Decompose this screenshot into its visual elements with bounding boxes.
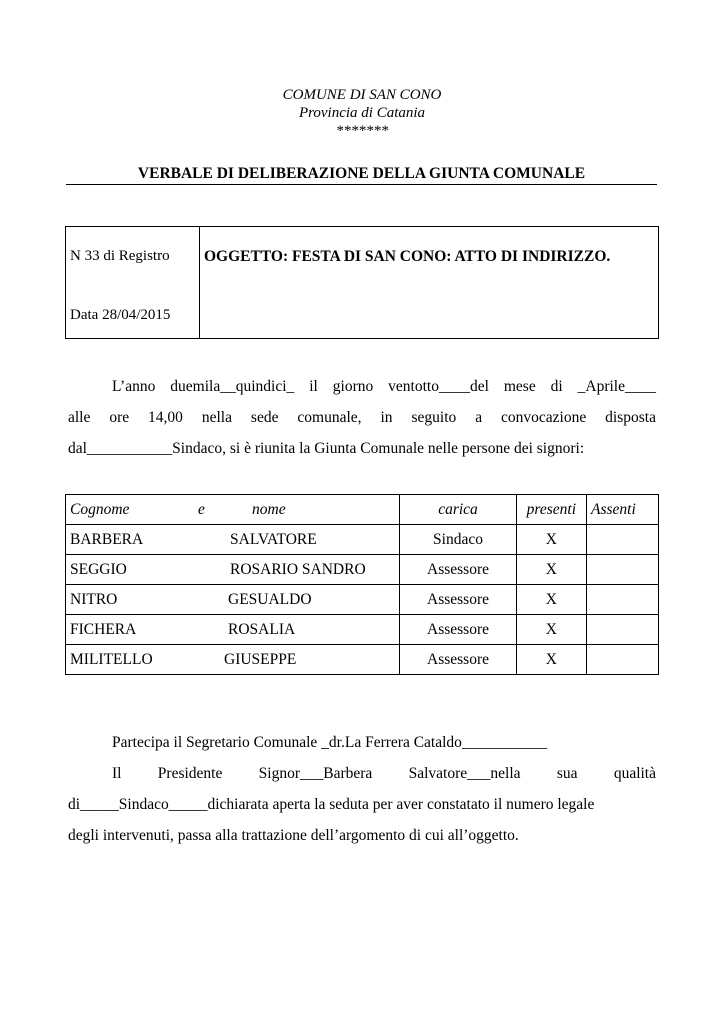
intro-line-2: alle ore 14,00 nella sede comunale, in seguito a convocazione disposta (68, 409, 656, 426)
member-name-cell (66, 585, 400, 615)
member-assente (587, 525, 659, 555)
header-assenti: Assenti (587, 495, 659, 525)
comune-name: COMUNE DI SAN CONO (282, 87, 442, 103)
table-row (66, 585, 659, 615)
intro-line-3: dal___________Sindaco, si è riunita la Giunta Comunale nelle persone dei signori: (68, 440, 585, 457)
header-cognome: Cognome (70, 500, 130, 518)
registro-box (65, 226, 659, 339)
member-assente (587, 645, 659, 675)
registro-oggetto: OGGETTO: FESTA DI SAN CONO: ATTO DI INDIRIZZO. (204, 248, 611, 265)
document-title: VERBALE DI DELIBERAZIONE DELLA GIUNTA COMUNALE (66, 164, 657, 185)
table-row (66, 645, 659, 675)
member-carica: Assessore (400, 615, 516, 645)
member-presente: X (516, 585, 586, 615)
header-carica: carica (400, 495, 516, 525)
member-nome: ROSARIO SANDRO (230, 560, 366, 578)
member-name-cell (66, 615, 400, 645)
member-nome: GIUSEPPE (224, 650, 297, 668)
header-nome: nome (252, 500, 286, 518)
members-table (65, 494, 659, 675)
document-header (0, 86, 724, 140)
member-carica: Assessore (400, 645, 516, 675)
member-name-cell (66, 645, 400, 675)
member-nome: SALVATORE (230, 530, 317, 548)
intro-line-1: L’anno duemila__quindici_ il giorno ventotto____del mese di _Aprile____ (112, 378, 656, 395)
registro-left-cell (66, 227, 200, 338)
member-cognome: MILITELLO (70, 650, 153, 668)
closing-line-3: di_____Sindaco_____dichiarata aperta la seduta per aver constatato il numero legale (68, 796, 595, 813)
member-name-cell (66, 525, 400, 555)
table-header-row (66, 495, 659, 525)
table-row (66, 555, 659, 585)
member-nome: ROSALIA (228, 620, 296, 638)
registro-date: Data 28/04/2015 (70, 307, 171, 323)
header-presenti: presenti (516, 495, 586, 525)
member-cognome: NITRO (70, 590, 118, 608)
closing-line-4: degli intervenuti, passa alla trattazione dell’argomento di cui all’oggetto. (68, 827, 519, 844)
member-presente: X (516, 645, 586, 675)
closing-line-2: Il Presidente Signor___Barbera Salvatore___nella sua qualità (112, 765, 656, 782)
member-presente: X (516, 525, 586, 555)
table-row (66, 525, 659, 555)
provincia-name: Provincia di Catania (298, 105, 426, 121)
member-assente (587, 615, 659, 645)
member-assente (587, 555, 659, 585)
member-assente (587, 585, 659, 615)
member-carica: Sindaco (400, 525, 516, 555)
header-cognome-nome (66, 495, 400, 525)
table-row (66, 615, 659, 645)
member-presente: X (516, 615, 586, 645)
header-e: e (198, 500, 205, 518)
member-carica: Assessore (400, 585, 516, 615)
header-stars: ******* (335, 123, 389, 139)
member-name-cell (66, 555, 400, 585)
member-cognome: BARBERA (70, 530, 144, 548)
registro-number: N 33 di Registro (70, 248, 170, 264)
member-cognome: FICHERA (70, 620, 137, 638)
member-nome: GESUALDO (228, 590, 312, 608)
member-cognome: SEGGIO (70, 560, 127, 578)
member-carica: Assessore (400, 555, 516, 585)
member-presente: X (516, 555, 586, 585)
closing-line-1: Partecipa il Segretario Comunale _dr.La Ferrera Cataldo___________ (112, 734, 548, 751)
